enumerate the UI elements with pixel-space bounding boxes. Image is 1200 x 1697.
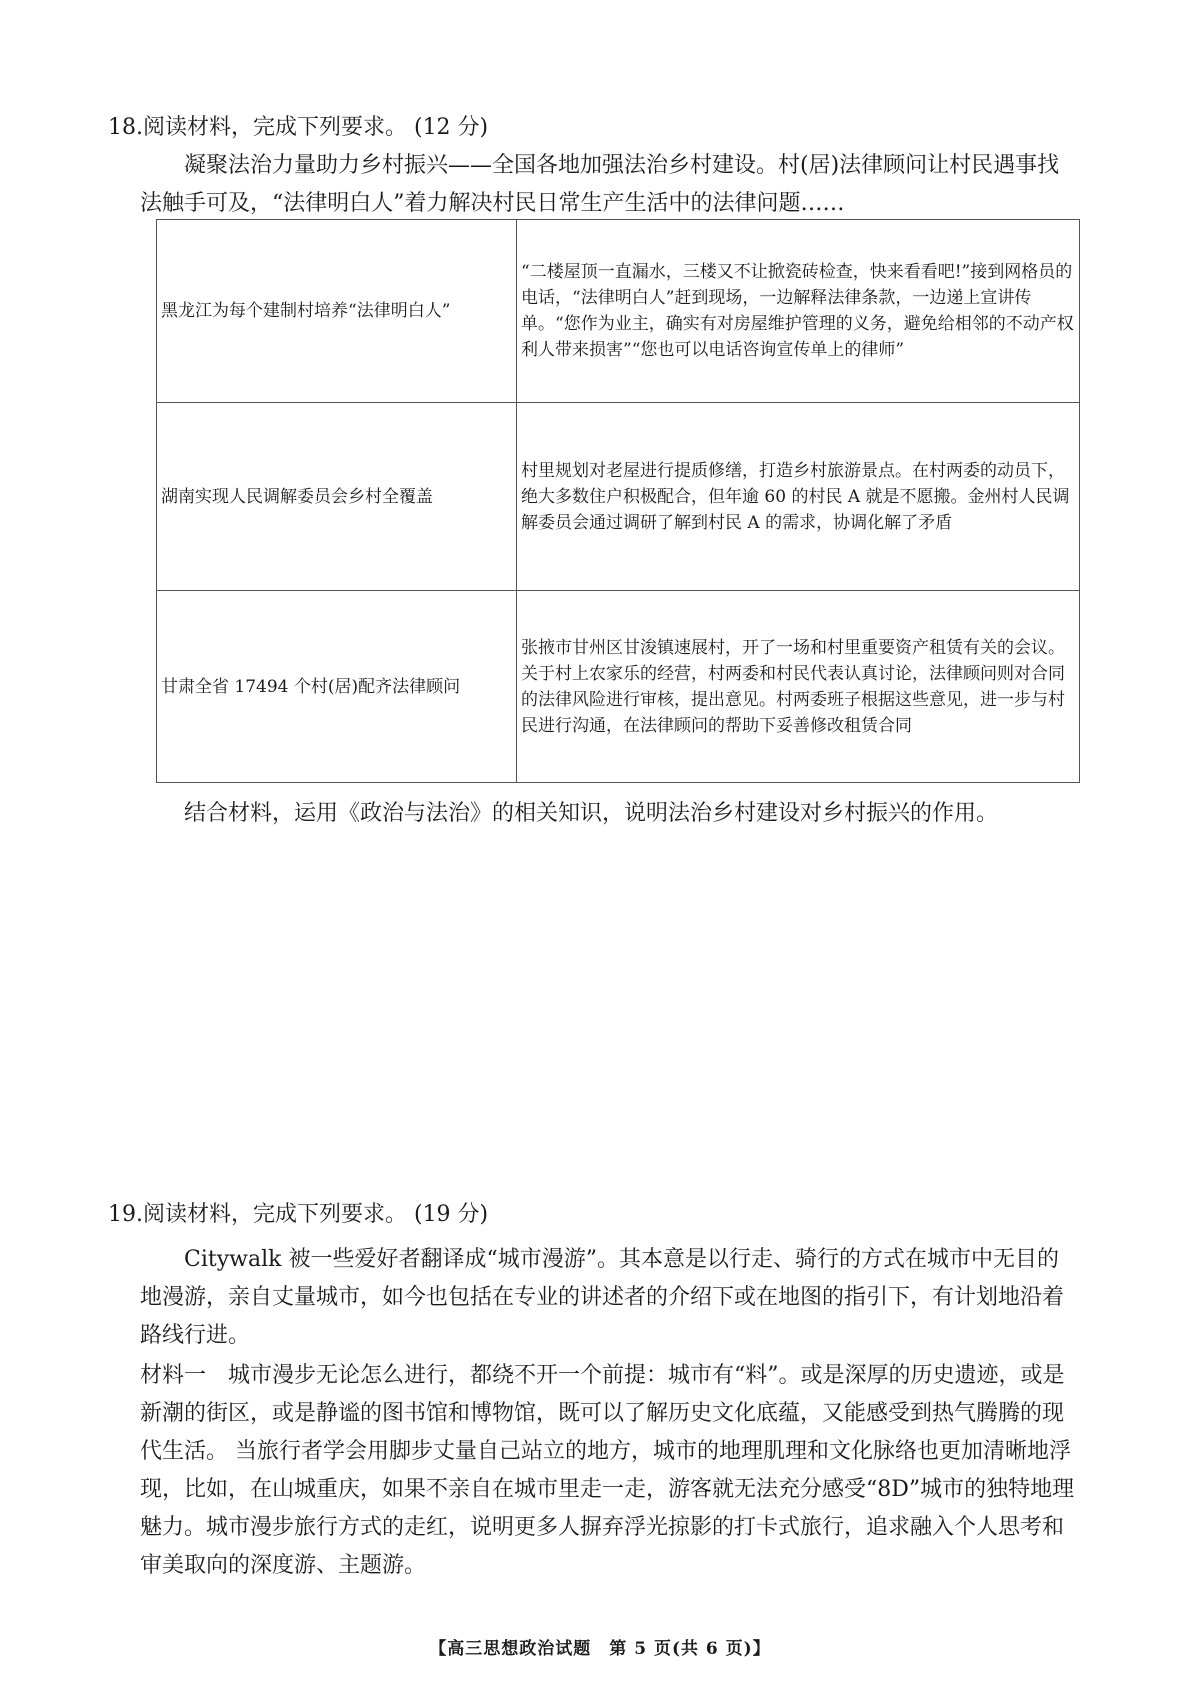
table-row [157, 220, 1080, 403]
table-row [157, 403, 1080, 591]
question-19-title: 19.阅读材料，完成下列要求。 (19 分) [108, 1202, 489, 1227]
table-cell-description: “二楼屋顶一直漏水，三楼又不让掀瓷砖检查，快来看看吧!”接到网格员的电话，“法律明白人”赶到现场，一边解释法律条款，一边递上宣讲传单。“您作为业主，确实有对房屋维护管理的义务，避免给相邻的不动产权利人带来损害”“您也可以电话咨询宣传单上的律师” [517, 220, 1080, 403]
table-row [157, 591, 1080, 783]
question-19-material-1: 材料一 城市漫步无论怎么进行，都绕不开一个前提：城市有“料”。或是深厚的历史遗迹，或是新潮的街区，或是静谧的图书馆和博物馆，既可以了解历史文化底蕴，又能感受到热气腾腾的现代生活。 当旅行者学会用脚步丈量自己站立的地方，城市的地理肌理和文化脉络也更加清晰地浮现，比如，在山城重庆，如果不亲自在城市里走一走，游客就无法充分感受“8D”城市的独特地理魅力。城市漫步旅行方式的走红，说明更多人摒弃浮光掠影的打卡式旅行，追求融入个人思考和审美取向的深度游、主题游。 [140, 1363, 1075, 1578]
material-table [156, 219, 1080, 783]
table-cell-province: 黑龙江为每个建制村培养“法律明白人” [157, 220, 517, 403]
table-cell-description: 张掖市甘州区甘浚镇速展村，开了一场和村里重要资产租赁有关的会议。关于村上农家乐的经营，村两委和村民代表认真讨论，法律顾问则对合同的法律风险进行审核，提出意见。村两委班子根据这些意见，进一步与村民进行沟通，在法律顾问的帮助下妥善修改租赁合同 [517, 591, 1080, 783]
question-18-intro: 凝聚法治力量助力乡村振兴——全国各地加强法治乡村建设。村(居)法律顾问让村民遇事找法触手可及，“法律明白人”着力解决村民日常生产生活中的法律问题…… [140, 153, 1060, 216]
table-cell-description: 村里规划对老屋进行提质修缮，打造乡村旅游景点。在村两委的动员下，绝大多数住户积极配合，但年逾 60 的村民 A 就是不愿搬。金州村人民调解委员会通过调研了解到村民 A 的需求，协调化解了矛盾 [517, 403, 1080, 591]
table-cell-province: 甘肃全省 17494 个村(居)配齐法律顾问 [157, 591, 517, 783]
question-18-title: 18.阅读材料，完成下列要求。 (12 分) [108, 115, 489, 140]
question-18-prompt: 结合材料，运用《政治与法治》的相关知识，说明法治乡村建设对乡村振兴的作用。 [184, 801, 999, 826]
question-19-intro: Citywalk 被一些爱好者翻译成“城市漫游”。其本意是以行走、骑行的方式在城市中无目的地漫游，亲自丈量城市，如今也包括在专业的讲述者的介绍下或在地图的指引下，有计划地沿着路线行进。 [140, 1247, 1065, 1348]
page-footer: 【高三思想政治试题 第 5 页(共 6 页)】 [429, 1639, 771, 1659]
table-cell-province: 湖南实现人民调解委员会乡村全覆盖 [157, 403, 517, 591]
